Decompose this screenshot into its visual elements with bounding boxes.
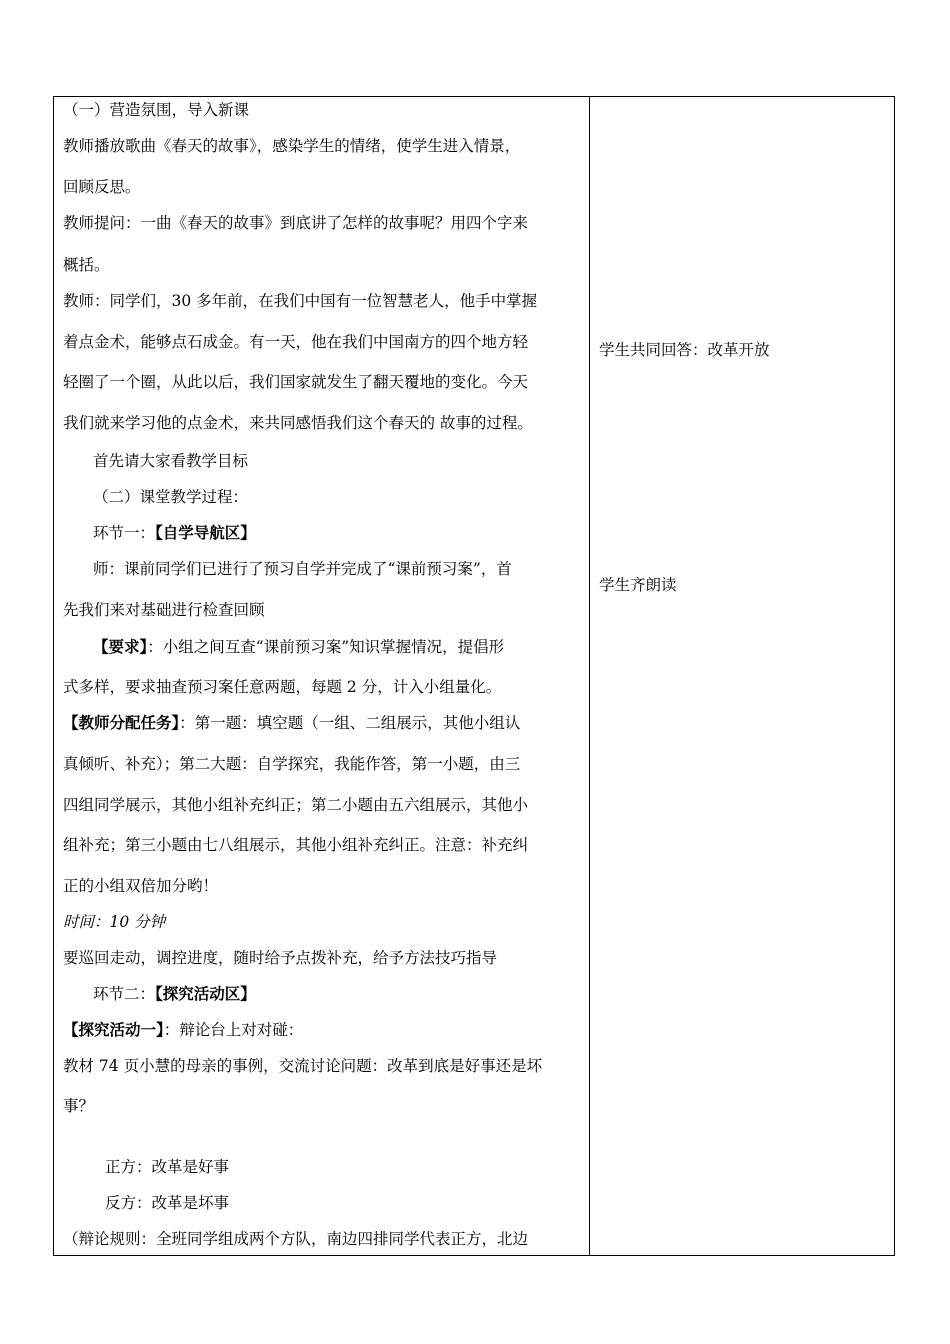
section-heading-intro: （一）营造氛围，导入新课: [63, 101, 250, 119]
negative-side: 反方：改革是坏事: [105, 1194, 230, 1212]
table-frame: [53, 96, 895, 1256]
text-line: 先我们来对基础进行检查回顾: [63, 601, 265, 619]
debate-rules: （辩论规则：全班同学组成两个方队，南边四排同学代表正方，北边: [63, 1230, 529, 1248]
text-line: 我们就来学习他的点金术，来共同感悟我们这个春天的 故事的过程。: [63, 414, 533, 432]
activity-label: 【探究活动一】: [63, 1020, 164, 1039]
activity-text: ：辩论台上对对碰：: [163, 1021, 304, 1039]
activity-line: [63, 1020, 303, 1040]
student-response: 学生齐朗读: [599, 576, 677, 594]
requirement-line: [93, 637, 504, 657]
stage-title: 【自学导航区】: [155, 523, 256, 542]
time-note: 时间：10 分钟: [63, 913, 166, 931]
stage-label: 环节一：: [93, 524, 156, 542]
stage-label: 环节二：: [93, 985, 156, 1003]
text-line: 教师：同学们，30 多年前，在我们中国有一位智慧老人，他手中掌握: [63, 292, 538, 310]
requirement-text: ：小组之间互查“课前预习案”知识掌握情况，提倡形: [147, 638, 505, 656]
task-line: [63, 713, 520, 733]
requirement-label: 【要求】: [93, 637, 148, 656]
student-response: 学生共同回答：改革开放: [599, 341, 770, 359]
text-line: 教师播放歌曲《春天的故事》，感染学生的情绪，使学生进入情景，: [63, 137, 521, 155]
text-line: 事？: [63, 1097, 95, 1115]
text-line: 轻圈了一个圈，从此以后，我们国家就发生了翻天覆地的变化。今天: [63, 373, 529, 391]
text-line: 四组同学展示，其他小组补充纠正；第二小题由五六组展示，其他小: [63, 796, 529, 814]
text-line: 正的小组双倍加分哟！: [63, 877, 219, 895]
stage-one-heading: [93, 523, 256, 543]
text-line: 组补充；第三小题由七八组展示，其他小组补充纠正。注意：补充纠: [63, 836, 529, 854]
text-line: 教材 74 页小慧的母亲的事例，交流讨论问题：改革到底是好事还是坏: [63, 1057, 543, 1075]
text-line: 回顾反思。: [63, 178, 141, 196]
section-heading-process: （二）课堂教学过程：: [93, 488, 249, 506]
stage-title: 【探究活动区】: [155, 984, 256, 1003]
text-line: 着点金术，能够点石成金。有一天，他在我们中国南方的四个地方轻: [63, 333, 529, 351]
text-line: 师：课前同学们已进行了预习自学并完成了“课前预习案”，首: [93, 560, 512, 578]
column-divider: [589, 96, 590, 1256]
text-line: 首先请大家看教学目标: [93, 452, 249, 470]
text-line: 概括。: [63, 256, 110, 274]
task-text: ：第一题：填空题（一组、二组展示，其他小组认: [179, 714, 521, 732]
text-line: 式多样，要求抽查预习案任意两题，每题 2 分，计入小组量化。: [63, 678, 502, 696]
stage-two-heading: [93, 984, 256, 1004]
affirmative-side: 正方：改革是好事: [105, 1158, 230, 1176]
task-label: 【教师分配任务】: [63, 713, 180, 732]
text-line: 要巡回走动，调控进度，随时给予点拨补充，给予方法技巧指导: [63, 949, 498, 967]
text-line: 真倾听、补充）；第二大题：自学探究，我能作答，第一小题，由三: [63, 755, 521, 773]
text-line: 教师提问：一曲《春天的故事》到底讲了怎样的故事呢？用四个字来: [63, 214, 529, 232]
